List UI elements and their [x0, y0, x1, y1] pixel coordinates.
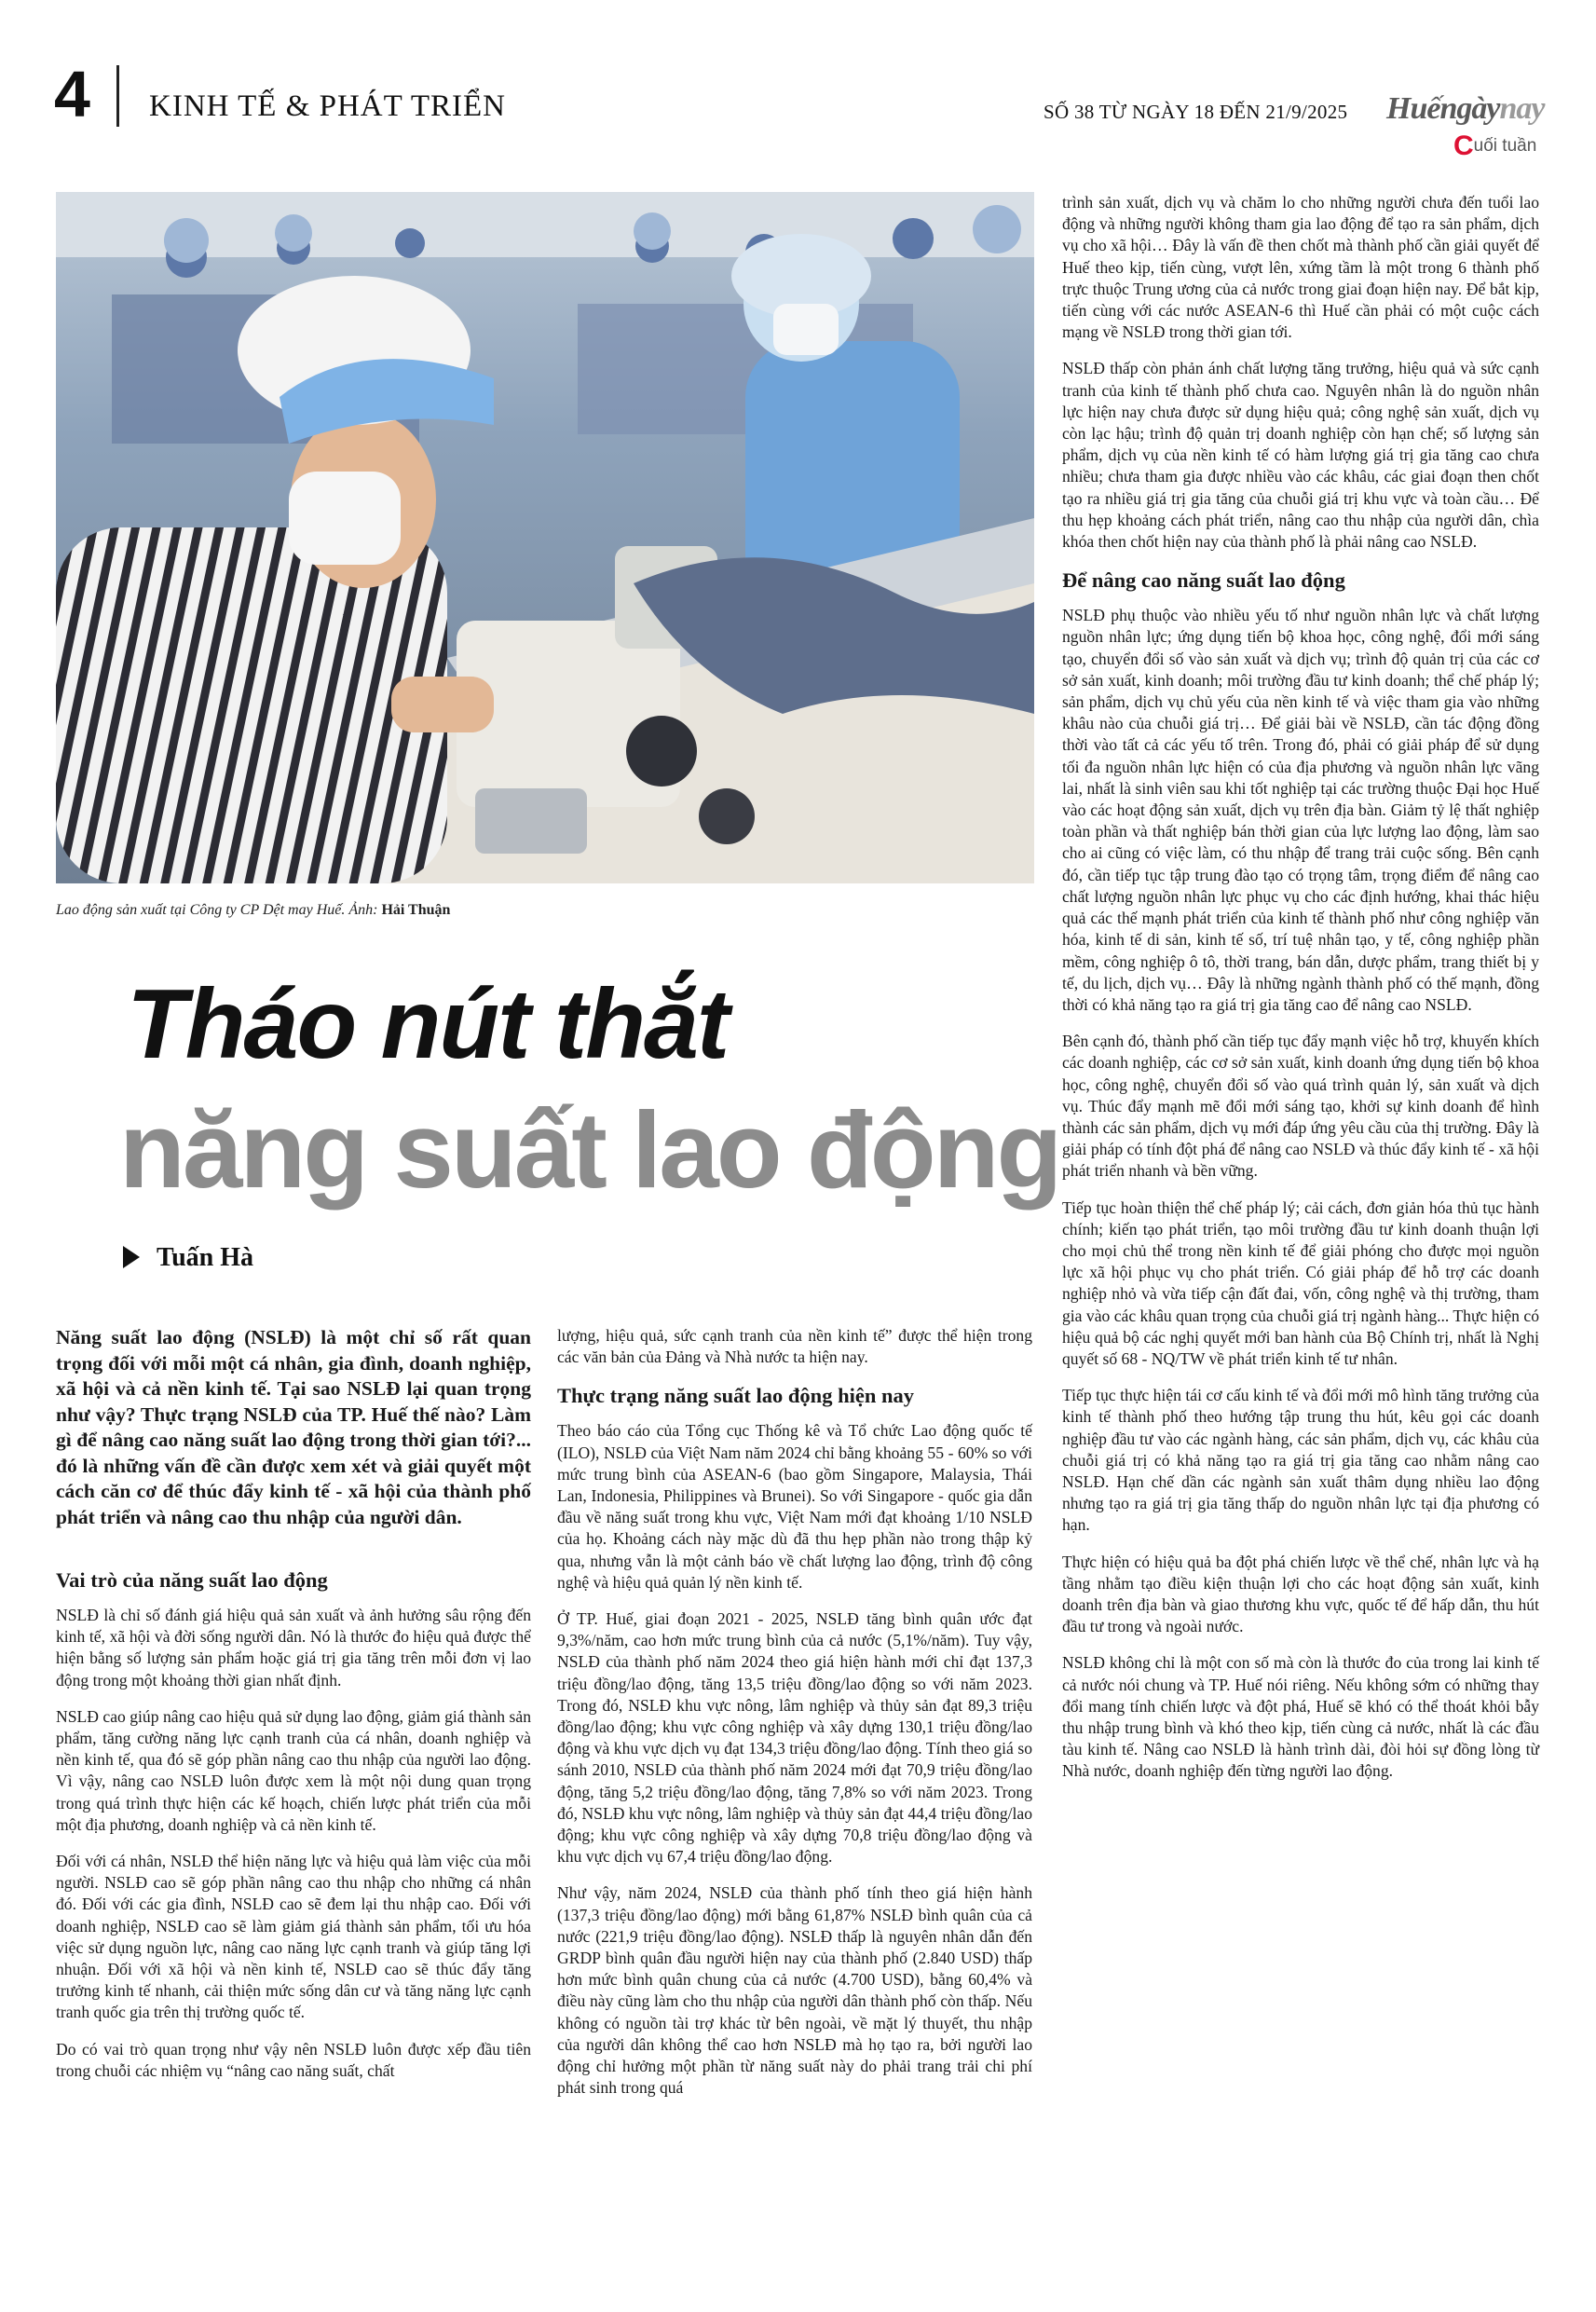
- page-number: 4: [54, 58, 90, 130]
- logo-subtitle: uối tuần: [1473, 136, 1537, 156]
- paragraph: NSLĐ là chỉ số đánh giá hiệu quả sản xuất và ảnh hưởng sâu rộng đến kinh tế, xã hội và đời sống người dân. Nó là thước đo hiệu quả được thể hiện bằng số lượng sản phẩm hoặc giá trị gia tăng trên mỗi đơn vị lao động trong một khoảng thời gian nhất định.: [56, 1606, 531, 1690]
- publication-logo: [1386, 91, 1544, 127]
- headline-line-1: Tháo nút thắt: [127, 969, 729, 1079]
- article-column-3: [1062, 192, 1539, 1798]
- logo-accent-text: nay: [1499, 91, 1545, 126]
- article-column-2: [557, 1325, 1032, 2114]
- logo-c-mark: C: [1453, 130, 1474, 161]
- section-title: KINH TẾ & PHÁT TRIỂN: [149, 89, 506, 123]
- paragraph: NSLĐ cao giúp nâng cao hiệu quả sử dụng lao động, giảm giá thành sản phẩm, tăng cường năng lực cạnh tranh của cá nhân, doanh nghiệp và nền kinh tế, qua đó sẽ góp phần nâng cao thu nhập của người lao động. Vì vậy, nâng cao NSLĐ luôn được xem là một nội dung quan trọng trong quá trình thực hiện các kế hoạch, chiến lược phát triển của mỗi một địa phương, doanh nghiệp và cả nền kinh tế.: [56, 1706, 531, 1834]
- paragraph: Do có vai trò quan trọng như vậy nên NSLĐ luôn được xếp đầu tiên trong chuỗi các nhiệm vụ “nâng cao năng suất, chất: [56, 2039, 531, 2080]
- logo-text: Huếngày: [1386, 91, 1500, 126]
- headline-line-2: năng suất lao động: [119, 1089, 1060, 1211]
- photo-credit: Hải Thuận: [381, 902, 451, 918]
- section-heading-role: Vai trò của năng suất lao động: [56, 1568, 328, 1592]
- author-name: Tuấn Hà: [157, 1243, 254, 1272]
- paragraph: NSLĐ không chỉ là một con số mà còn là thước đo của trong lai kinh tế cả nước nói chung và TP. Huế nói riêng. Nếu không sớm có những thay đổi mang tính chiến lược và đột phá, Huế sẽ khó có thể thoát khỏi bẫy thu nhập trung bình và khó theo kịp, tiến cùng cả nước, nhất là các đầu tàu kinh tế. Nâng cao NSLĐ là hành trình dài, đòi hỏi sự đồng lòng từ Nhà nước, doanh nghiệp đến từng người lao động.: [1062, 1653, 1539, 1781]
- paragraph: Như vậy, năm 2024, NSLĐ của thành phố tính theo giá hiện hành (137,3 triệu đồng/lao động) mới bằng 61,87% NSLĐ bình quân của cả nước (221,9 triệu đồng/lao động). NSLĐ thấp là nguyên nhân dẫn đến GRDP bình quân đầu người hiện nay của thành phố (2.840 USD) thấp hơn mức bình quân chung của cả nước (4.700 USD), bằng 60,4% và điều này cũng làm cho thu nhập của người dân thành phố còn thấp. Nếu không có nguồn tài trợ khác từ bên ngoài, về mặt lý thuyết, thu nhập của người dân không thể cao hơn NSLĐ mà họ tạo ra, bởi người lao động chỉ hưởng một phần từ năng suất này do phải trang trải chi phí phát sinh trong quá: [557, 1883, 1032, 2098]
- paragraph: trình sản xuất, dịch vụ và chăm lo cho những người chưa đến tuổi lao động và những người không tham gia lao động để tạo ra sản phẩm, dịch vụ cho xã hội… Đây là vấn đề then chốt mà thành phố cần giải quyết để Huế theo kịp, tiến cùng, vượt lên, xứng tầm là một trong 6 thành phố trực thuộc Trung ương của cả nước trong giai đoạn hiện nay. Để bắt kịp, tiến cùng với các nước ASEAN-6 thì Huế cần phải có một cuộc cách mạng về NSLĐ trong thời gian tới.: [1062, 193, 1539, 342]
- garment-factory-photo: [56, 192, 1034, 883]
- paragraph: lượng, hiệu quả, sức cạnh tranh của nền kinh tế” được thể hiện trong các văn bản của Đảng và Nhà nước ta hiện nay.: [557, 1326, 1032, 1367]
- publication-sublogo: [1453, 130, 1536, 162]
- paragraph: Ở TP. Huế, giai đoạn 2021 - 2025, NSLĐ tăng bình quân ước đạt 9,3%/năm, cao hơn mức trung bình của cả nước (5,1%/năm). Tuy vậy, NSLĐ của thành phố năm 2024 theo giá hiện hành mới chỉ đạt 137,3 triệu đồng/lao động, tăng 13,5 triệu đồng/lao động so với năm 2023. Trong đó, NSLĐ khu vực nông, lâm nghiệp và thủy sản đạt 89,3 triệu đồng/lao động; khu vực công nghiệp và xây dựng 130,1 triệu đồng/lao động và khu vực dịch vụ đạt 134,3 triệu đồng/lao động. Tính theo giá so sánh 2010, NSLĐ của thành phố năm 2024 mới đạt 70,9 triệu đồng/lao động, tăng 5,2 triệu đồng/lao động, tăng 7,8% so với năm 2023. Trong đó, NSLĐ khu vực nông, lâm nghiệp và thủy sản đạt 44,4 triệu đồng/lao động; khu vực công nghiệp và xây dựng 70,8 triệu đồng/lao động và khu vực dịch vụ 67,4 triệu đồng/lao động.: [557, 1609, 1032, 1867]
- paragraph: Đối với cá nhân, NSLĐ thể hiện năng lực và hiệu quả làm việc của mỗi người. NSLĐ cao sẽ góp phần nâng cao thu nhập cho những cá nhân đó. Đối với các gia đình, NSLĐ cao sẽ đem lại thu nhập cao. Đối với doanh nghiệp, NSLĐ cao sẽ làm giảm giá thành sản phẩm, tối ưu hóa việc sử dụng nguồn lực, nâng cao năng lực cạnh tranh và giúp tăng lợi nhuận. Đối với xã hội và nền kinh tế, NSLĐ cao sẽ thúc đẩy tăng trưởng kinh tế nhanh, cải thiện mức sống dân cư và tăng năng lực cạnh tranh quốc gia trên thị trường quốc tế.: [56, 1852, 531, 2022]
- paragraph: Theo báo cáo của Tổng cục Thống kê và Tổ chức Lao động quốc tế (ILO), NSLĐ của Việt Nam năm 2024 chỉ bằng khoảng 55 - 60% so với mức trung bình của ASEAN-6 (bao gồm Singapore, Malaysia, Thái Lan, Indonesia, Philippines và Brunei). So với Singapore - quốc gia dẫn đầu về năng suất trong khu vực, Việt Nam mới đạt khoảng 1/10 NSLĐ của họ. Khoảng cách này mặc dù đã thu hẹp phần nào trong thập kỷ qua, nhưng vẫn là một cảnh báo về chất lượng lao động, trình độ công nghệ và hiệu quả quản lý nền kinh tế.: [557, 1421, 1032, 1592]
- article-lead: Năng suất lao động (NSLĐ) là một chỉ số rất quan trọng đối với mỗi một cá nhân, gia đình, doanh nghiệp, xã hội và cả nền kinh tế. Tại sao NSLĐ lại quan trọng như vậy? Thực trạng NSLĐ của TP. Huế thế nào? Làm gì để nâng cao năng suất lao động trong thời gian tới?... đó là những vấn đề cần được xem xét và giải quyết một cách căn cơ để thúc đẩy kinh tế - xã hội của thành phố phát triển và nâng cao thu nhập của người dân.: [56, 1326, 531, 1528]
- paragraph: Tiếp tục thực hiện tái cơ cấu kinh tế và đổi mới mô hình tăng trưởng của kinh tế thành phố theo hướng tập trung thu hút, kêu gọi các doanh nghiệp đầu tư vào các ngành hàng, các sản phẩm, dịch vụ, các khâu của chuỗi giá trị có khả năng tạo ra giá trị gia tăng cao nhằm nâng cao NSLĐ. Hạn chế dần các ngành sản xuất thâm dụng nhiều lao động nhưng tạo ra giá trị gia tăng thấp do nguồn nhân lực tại địa phương có hạn.: [1062, 1386, 1539, 1535]
- paragraph: Tiếp tục hoàn thiện thể chế pháp lý; cải cách, đơn giản hóa thủ tục hành chính; kiến tạo phát triển, tạo môi trường đầu tư kinh doanh thuận lợi cho mọi chủ thể trong nền kinh tế để giải phóng cho được mọi nguồn lực xã hội phục vụ cho phát triển. Có giải pháp để hỗ trợ các doanh nghiệp nhỏ và vừa tiếp cận đất đai, vốn, công nghệ và thị trường, tham gia vào các khâu quan trọng của chuỗi giá trị ngành hàng... Thực hiện có hiệu quả bộ các nghị quyết mới ban hành của Bộ Chính trị, nhất là Nghị quyết số 68 - NQ/TW về phát triển kinh tế tư nhân.: [1062, 1197, 1539, 1368]
- article-column-1: [56, 1325, 531, 2097]
- paragraph: NSLĐ phụ thuộc vào nhiều yếu tố như nguồn nhân lực và chất lượng nguồn nhân lực; ứng dụng tiến bộ khoa học, công nghệ, đổi mới sáng tạo, chuyển đổi số vào sản xuất và dịch vụ; trình độ quản trị của các cơ sở sản xuất, kinh doanh; môi trường đầu tư kinh doanh; thể chế pháp lý; sản phẩm, dịch vụ chủ yếu của nền kinh tế và việc tham gia vào những khâu nào của chuỗi giá trị… Để giải bài về NSLĐ, cần tác động đồng thời vào tất cả các yếu tố trên. Trong đó, phải có giải pháp để sử dụng tối đa nguồn nhân lực hiện có của địa phương và nguồn nhân lực vãng lai, nhất là sinh viên sau khi tốt nghiệp tại các trường thuộc Đại học Huế vào các hoạt động sản xuất, dịch vụ trên địa bàn. Giảm tỷ lệ thất nghiệp toàn phần và thất nghiệp bán thời gian của lực lượng lao động, làm sao cho ai cũng có việc làm, có thu nhập để trang trải cuộc sống. Bên cạnh đó, cần tiếp tục tập trung đào tạo có trọng tâm, trọng điểm để nâng cao chất lượng nguồn nhân lực phục vụ cho các định hướng, khai thác hiệu quả các thế mạnh phát triển của kinh tế thành phố như công nghiệp văn hóa, kinh tế di sản, kinh tế số, trí tuệ nhân tạo, y tế, công nghiệp phần mềm, công nghiệp ô tô, thời trang, bán dẫn, dược phẩm, trang thiết bị y tế, du lịch, dịch vụ… Đây là những ngành thành phố có thế mạnh, đồng thời có khả năng tạo ra giá trị gia tăng cao để nâng cao NSLĐ.: [1062, 606, 1539, 1014]
- play-triangle-icon: [123, 1246, 140, 1268]
- paragraph: Thực hiện có hiệu quả ba đột phá chiến lược về thể chế, nhân lực và hạ tầng nhằm tạo điều kiện thuận lợi cho các hoạt động sản xuất, kinh doanh trên địa bàn và giao thương khu vực, quốc tế để hấp dẫn, thu hút đầu tư trong và ngoài nước.: [1062, 1552, 1539, 1636]
- paragraph: Bên cạnh đó, thành phố cần tiếp tục đẩy mạnh việc hỗ trợ, khuyến khích các doanh nghiệp, các cơ sở sản xuất, kinh doanh ứng dụng tiến bộ khoa học, công nghệ, chuyển đổi số vào quá trình quản lý, sản xuất và dịch vụ. Thúc đẩy mạnh mẽ đổi mới sáng tạo, khởi sự kinh doanh để hình thành các sản phẩm, dịch vụ mới đáp ứng yêu cầu của thị trường. Đây là giải pháp có tính đột phá để nâng cao NSLĐ và thúc đẩy kinh tế - xã hội phát triển nhanh và bền vững.: [1062, 1032, 1539, 1181]
- byline: [123, 1243, 253, 1273]
- section-heading-status: Thực trạng năng suất lao động hiện nay: [557, 1384, 914, 1408]
- issue-info: SỐ 38 TỪ NGÀY 18 ĐẾN 21/9/2025: [1044, 101, 1348, 123]
- header-divider: [116, 65, 119, 127]
- caption-text: Lao động sản xuất tại Công ty CP Dệt may Huế. Ảnh:: [56, 902, 382, 918]
- section-heading-solutions: Để nâng cao năng suất lao động: [1062, 568, 1345, 593]
- photo-caption: [56, 902, 450, 919]
- paragraph: NSLĐ thấp còn phản ánh chất lượng tăng trưởng, hiệu quả và sức cạnh tranh của kinh tế thành phố chưa cao. Nguyên nhân là do nguồn nhân lực hiện nay chưa được sử dụng hiệu quả; công nghệ sản xuất, dịch vụ còn lạc hậu; trình độ quản trị doanh nghiệp còn hạn chế; số lượng sản phẩm, dịch vụ của nền kinh tế có hàm lượng giá trị gia tăng cao chưa nhiều; chưa tham gia được nhiều vào các khâu, các giai đoạn then chốt tạo ra nhiều giá trị gia tăng của chuỗi giá trị khu vực và toàn cầu… Để thu hẹp khoảng cách phát triển, nâng cao thu nhập của người dân, chìa khóa then chốt hiện nay của thành phố là phải nâng cao NSLĐ.: [1062, 359, 1539, 552]
